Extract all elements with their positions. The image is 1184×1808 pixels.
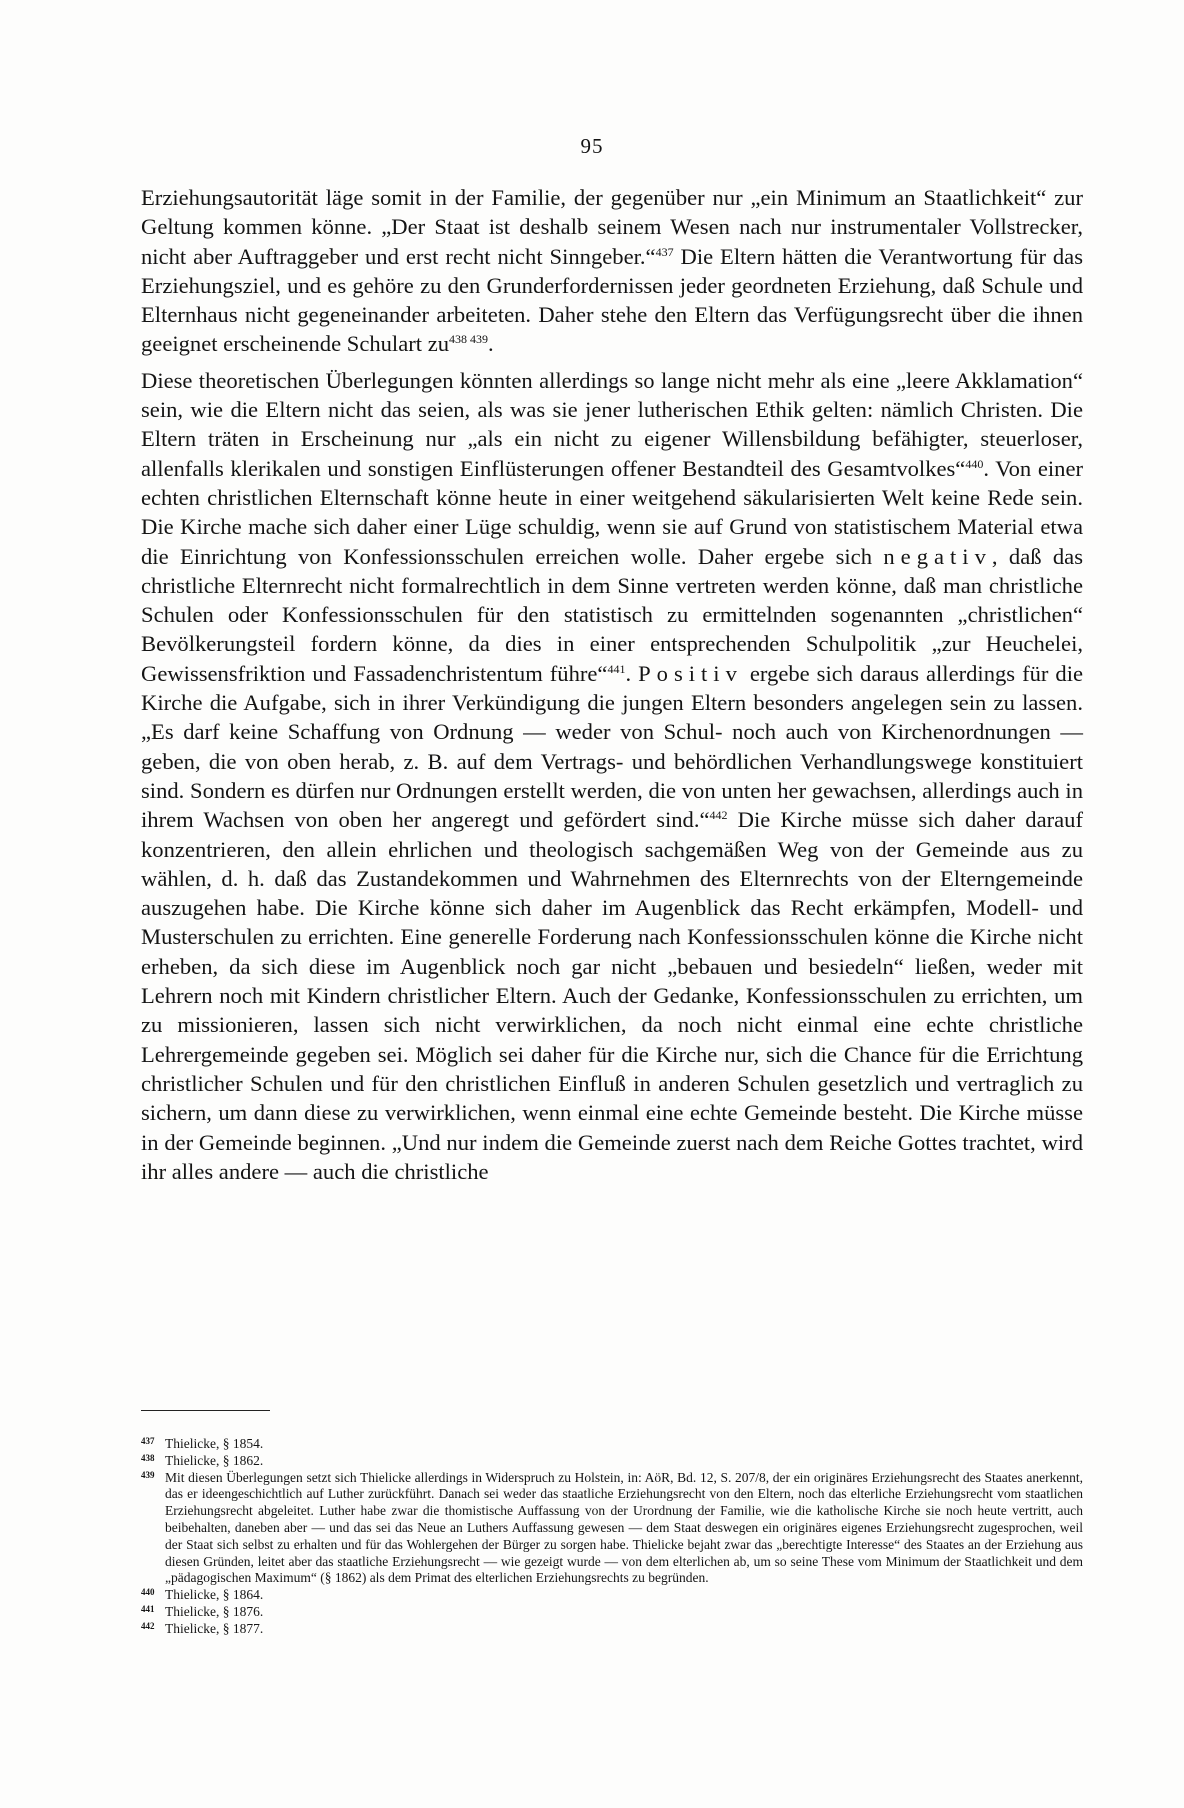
footnote-text: Thielicke, § 1862. — [165, 1452, 264, 1468]
footnote — [141, 1470, 1083, 1588]
footnote-number: 437 — [141, 1436, 155, 1446]
footnote-reference: 440 — [965, 456, 984, 471]
spaced-emphasis: Positiv — [638, 660, 743, 686]
footnote-text: Thielicke, § 1864. — [165, 1587, 264, 1603]
text-run: . — [625, 660, 639, 686]
footnote — [141, 1621, 1083, 1638]
footnote-number: 442 — [141, 1620, 155, 1631]
spaced-emphasis: negativ — [883, 543, 992, 569]
body-text — [141, 183, 1083, 1186]
text-run: , daß das christliche Elternrecht nicht formalrechtlich in dem Sinne vertreten werden könne, daß man christliche Schulen oder Konfessionsschulen für den statistisch zu ermittelnden sogenannten „christlichen“ Bevölkerungsteil fordern könne, da dies in einer entsprechenden Schulpolitik „zur Heuchelei, Gewissensfriktion und Fassadenchristentum führe“ — [141, 543, 1083, 686]
footnote-reference: 441 — [607, 661, 626, 676]
footnote — [141, 1436, 1083, 1453]
footnote-number: 439 — [141, 1469, 155, 1480]
footnote-text: Thielicke, § 1876. — [165, 1603, 264, 1619]
text-run: ergebe sich daraus allerdings für die Kirche die Aufgabe, sich in ihrer Verkündigung die jungen Eltern besonders angelegen sein zu lassen. „Es darf keine Schaffung von Ordnung — weder von Schul- noch auch von Kirchenordnungen — geben, die von oben herab, z. B. auf dem Vertrags- und behördlichen Verhandlungswege konstituiert sind. Sondern es dürfen nur Ordnungen erstellt werden, die von unten her gewachsen, allerdings auch in ihrem Wachsen von oben her angeregt und gefördert sind.“ — [141, 660, 1083, 833]
footnote — [141, 1604, 1083, 1621]
text-run: Die Kirche müsse sich daher darauf konzentrieren, den allein ehrlichen und theologisch sachgemäßen Weg von der Gemeinde aus zu wählen, d. h. daß das Zustandekommen und Wahrnehmen des Elternrechts von der Elterngemeinde auszugehen habe. Die Kirche könne sich daher im Augenblick das Recht erkämpfen, Modell- und Musterschulen zu errichten. Eine generelle Forderung nach Konfessionsschulen könne die Kirche nicht erheben, da sich diese im Augenblick noch gar nicht „bebauen und besiedeln“ ließen, weder mit Lehrern noch mit Kindern christlicher Eltern. Auch der Gedanke, Konfessionsschulen zu errichten, um zu missionieren, lassen sich nicht verwirklichen, da noch nicht einmal eine echte christliche Lehrergemeinde gegeben sei. Möglich sei daher für die Kirche nur, sich die Chance für die Errichtung christlicher Schulen und für den christlichen Einfluß in anderen Schulen gesetzlich und vertraglich zu sichern, um dann diese zu verwirklichen, wenn einmal eine echte Gemeinde besteht. Die Kirche müsse in der Gemeinde beginnen. „Und nur indem die Gemeinde zuerst nach dem Reiche Gottes trachtet, wird ihr alles andere — auch die christliche — [141, 807, 1083, 1184]
text-run: . Von einer echten christlichen Elternschaft könne heute in einer weitgehend säkularisierten Welt keine Rede sein. Die Kirche mache sich daher einer Lüge schuldig, wenn sie auf Grund von statistischem Material etwa die Einrichtung von Konfessionsschulen erreichen wolle. Daher ergebe sich — [141, 455, 1083, 569]
footnote-text: Thielicke, § 1877. — [165, 1620, 264, 1636]
footnote-number: 440 — [141, 1587, 155, 1598]
footnotes — [141, 1436, 1083, 1638]
page-number: 95 — [580, 134, 604, 158]
footnote-reference: 438 439 — [449, 332, 489, 347]
footnote-reference: 442 — [709, 808, 728, 823]
footnote-text: Mit diesen Überlegungen setzt sich Thielicke allerdings in Widerspruch zu Holstein, in: AöR, Bd. 12, S. 207/8, der ein originäres Erziehungsrecht des Staates anerkennt, das er ideengeschichtlich auf Luther zurückführt. Danach sei weder das staatliche Erziehungsrecht von den Eltern, noch das elterliche Erziehungsrecht vom staatlichen Erziehungsrecht abgeleitet. Luther habe zwar die thomistische Auffassung von der Urordnung der Familie, wie die katholische Kirche sie noch heute vertritt, auch beibehalten, daneben aber — und das sei das Neue an Luthers Auffassung gewesen — dem Staat deswegen ein originäres eigenes Erziehungsrecht zugesprochen, weil der Staat sich selbst zu erhalten und für das Wohlergehen der Bürger zu sorgen habe. Thielicke bejaht zwar das „berechtigte Interesse“ des Staates an der Erziehung aus diesen Gründen, leitet aber das staatliche Erziehungsrecht — wie gezeigt wurde — von dem elterlichen ab, um so seine These vom Minimum der Staatlichkeit und dem „pädagogischen Maximum“ (§ 1862) als dem Primat des elterlichen Erziehungsrechts zu begründen. — [165, 1469, 1083, 1586]
footnote-number: 441 — [141, 1603, 155, 1614]
footnote-separator — [141, 1410, 270, 1411]
footnote-text: Thielicke, § 1854. — [165, 1436, 264, 1451]
footnote — [141, 1587, 1083, 1604]
paragraph — [141, 366, 1083, 1186]
footnote-reference: 437 — [655, 244, 674, 259]
text-run: Erziehungsautorität läge somit in der Familie, der gegenüber nur „ein Minimum an Staatlichkeit“ zur Geltung kommen könne. „Der Staat ist deshalb seinem Wesen nach nur instrumentaler Vollstrecker, nicht aber Auftraggeber und erst recht nicht Sinngeber.“ — [141, 185, 1083, 269]
text-run: Diese theoretischen Überlegungen könnten allerdings so lange nicht mehr als eine „leere Akklamation“ sein, wie die Eltern nicht das seien, als was sie jener lutherischen Ethik gelten: nämlich Christen. Die Eltern träten in Erscheinung nur „als ein nicht zu eigener Willensbildung befähigter, steuerloser, allenfalls klerikalen und sonstigen Einflüsterungen offener Bestandteil des Gesamtvolkes“ — [141, 367, 1083, 481]
paragraph — [141, 183, 1083, 359]
footnote-number: 438 — [141, 1452, 155, 1463]
text-run: . — [488, 331, 494, 357]
footnote — [141, 1453, 1083, 1470]
text-run: Die Eltern hätten die Verantwortung für das Erziehungsziel, und es gehöre zu den Grunderfordernissen jeder geordneten Erziehung, daß Schule und Elternhaus nicht gegeneinander arbeiteten. Daher stehe den Eltern das Verfügungsrecht über die ihnen geeignet erscheinende Schulart zu — [141, 243, 1084, 357]
